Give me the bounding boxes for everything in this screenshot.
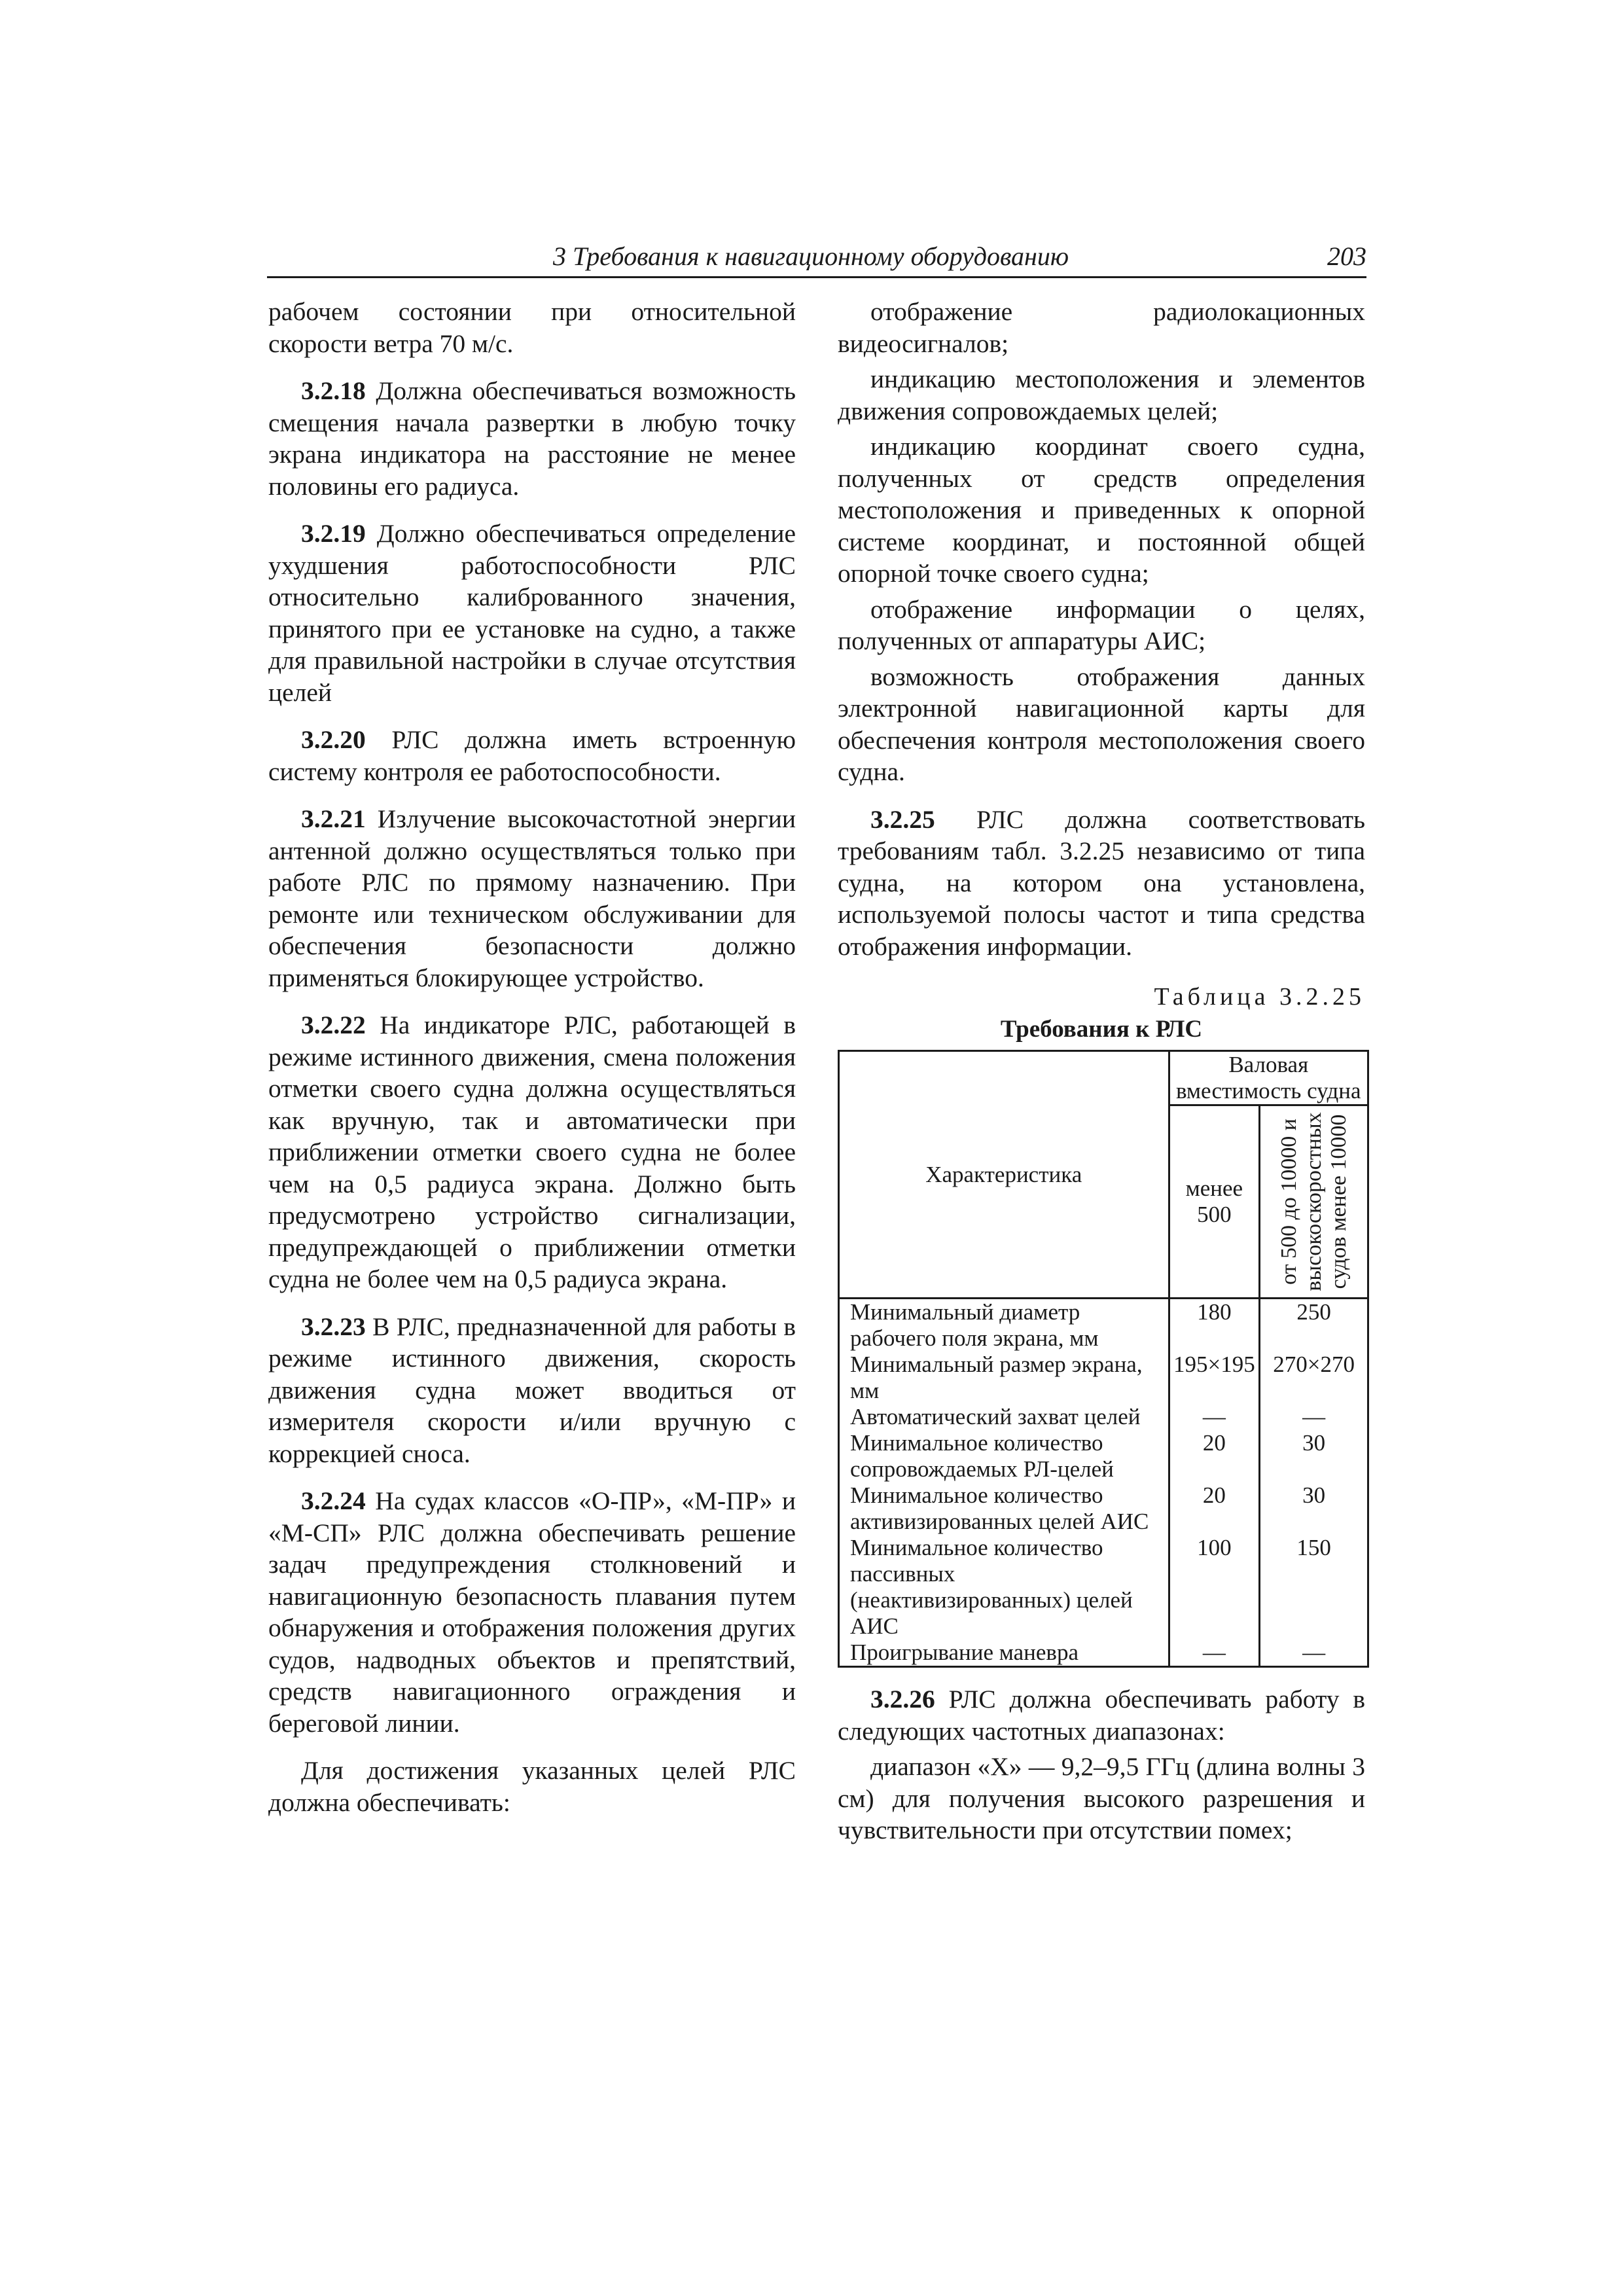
clause-text: На индикаторе РЛС, работающей в режиме истинного движения, смена положения отметки своего судна должна осуществляться как вручную, так и автоматически при приближении отметки своего судна не более чем на 0,5 радиуса экрана. Должно быть предусмотрено устройство сигнализации, предупреждающей о приближении отметки судна не более чем на 0,5 радиуса экрана. xyxy=(268,1011,796,1293)
clause-text: РЛС должна соответствовать требованиям табл. 3.2.25 независимо от типа судна, на котором она установлена, используемой полосы частот и типа средства отображения информации. xyxy=(838,804,1365,961)
clause-number: 3.2.23 xyxy=(301,1312,366,1341)
list-item: отображение радиолокационных видеосигналов; xyxy=(838,297,1365,358)
clause-text: РЛС должна иметь встроенную систему контроля ее работоспособности. xyxy=(268,725,796,786)
paragraph-3-2-26 xyxy=(838,1683,1365,1747)
running-header xyxy=(267,238,1366,278)
paragraph-3-2-21 xyxy=(268,803,796,994)
clause-text: Должна обеспечиваться возможность смещения начала развертки в любую точку экрана индикатора на расстояние не менее половины его радиуса. xyxy=(268,376,796,501)
list-item: индикацию местоположения и элементов движения сопровождаемых целей; xyxy=(838,365,1365,425)
header-500-10000 xyxy=(1260,1105,1368,1299)
cell-less-500: 20 xyxy=(1169,1430,1260,1482)
paragraph-3-2-25 xyxy=(838,804,1365,963)
list-item: индикацию координат своего судна, полученных от средств определения местоположения и приведенных к опорной системе координат, и постоянной общей опорной точке своего судна; xyxy=(838,432,1365,588)
paragraph-x-band: диапазон «X» — 9,2–9,5 ГГц (длина волны 3 см) для получения высокого разрешения и чувствительности при отсутствии помех; xyxy=(838,1752,1365,1844)
cell-less-500: — xyxy=(1169,1404,1260,1430)
clause-number: 3.2.18 xyxy=(301,376,366,405)
clause-number: 3.2.26 xyxy=(870,1685,935,1713)
table-row xyxy=(839,1404,1368,1430)
clause-text: В РЛС, предназначенной для работы в режиме истинного движения, скорость движения судна может вводиться от измерителя скорости и/или вручную с коррекцией сноса. xyxy=(268,1312,796,1468)
cell-characteristic: Минимальное количество пассивных (неактивизированных) целей АИС xyxy=(839,1535,1169,1640)
requirements-table xyxy=(838,1050,1369,1668)
header-characteristic: Характеристика xyxy=(839,1051,1169,1299)
cell-less-500: 195×195 xyxy=(1169,1352,1260,1404)
paragraph-3-2-19 xyxy=(268,518,796,708)
cell-characteristic: Минимальный диаметр рабочего поля экрана, мм xyxy=(839,1299,1169,1352)
cell-characteristic: Минимальный размер экрана, мм xyxy=(839,1352,1169,1404)
table-row xyxy=(839,1352,1368,1404)
cell-500-10000: — xyxy=(1260,1404,1368,1430)
page-number: 203 xyxy=(1327,242,1366,271)
cell-500-10000: 30 xyxy=(1260,1482,1368,1535)
table-label: Таблица 3.2.25 xyxy=(1154,983,1365,1011)
table-row xyxy=(839,1299,1368,1352)
header-gross-tonnage: Валовая вместимость судна xyxy=(1169,1051,1368,1105)
table-row xyxy=(839,1535,1368,1640)
running-title: 3 Требования к навигационному оборудованию xyxy=(553,242,1069,271)
cell-500-10000: 270×270 xyxy=(1260,1352,1368,1404)
cell-characteristic: Минимальное количество активизированных целей АИС xyxy=(839,1482,1169,1535)
clause-number: 3.2.20 xyxy=(301,725,366,754)
clause-text: На судах классов «О-ПР», «М-ПР» и «М-СП» РЛС должна обеспечивать решение задач предупреждения столкновений и навигационную безопасность плавания путем обнаружения и отображения положения других судов, надводных объектов и препятствий, средств навигационного ограждения и береговой линии. xyxy=(268,1486,796,1738)
table-row xyxy=(839,1640,1368,1667)
left-column xyxy=(268,296,796,1818)
clause-number: 3.2.21 xyxy=(301,804,366,833)
paragraph-3-2-22 xyxy=(268,1009,796,1295)
paragraph-3-2-23 xyxy=(268,1311,796,1470)
cell-characteristic: Проигрывание маневра xyxy=(839,1640,1169,1667)
cell-500-10000: 150 xyxy=(1260,1535,1368,1640)
header-500-10000-text: от 500 до 10000 и высокоскоростных судов менее 10000 xyxy=(1276,1112,1351,1291)
clause-text: Излучение высокочастотной энергии антенной должно осуществляться только при работе РЛС по прямому назначению. При ремонте или техническом обслуживании для обеспечения безопасности должно применяться блокирующее устройство. xyxy=(268,804,796,992)
clause-number: 3.2.19 xyxy=(301,519,366,548)
clause-number: 3.2.24 xyxy=(301,1486,366,1515)
table-title: Требования к РЛС xyxy=(1000,1016,1203,1043)
clause-text: Должно обеспечиваться определение ухудшения работоспособности РЛС относительно калиброванного значения, принятого при ее установке на судно, а также для правильной настройки в случае отсутствия целей xyxy=(268,519,796,707)
paragraph-3-2-18 xyxy=(268,375,796,502)
paragraph-goals-intro: Для достижения указанных целей РЛС должна обеспечивать: xyxy=(268,1756,796,1817)
cell-500-10000: — xyxy=(1260,1640,1368,1667)
right-column xyxy=(838,296,1365,1846)
header-less-500: менее 500 xyxy=(1169,1105,1260,1299)
cell-500-10000: 250 xyxy=(1260,1299,1368,1352)
cell-characteristic: Минимальное количество сопровождаемых РЛ-целей xyxy=(839,1430,1169,1482)
paragraph-3-2-24 xyxy=(268,1485,796,1739)
clause-number: 3.2.25 xyxy=(870,804,935,834)
cell-less-500: — xyxy=(1169,1640,1260,1667)
list-item: отображение информации о целях, полученных от аппаратуры АИС; xyxy=(838,594,1365,655)
clause-number: 3.2.22 xyxy=(301,1011,366,1039)
cell-less-500: 180 xyxy=(1169,1299,1260,1352)
table-row xyxy=(839,1430,1368,1482)
list-item: возможность отображения данных электронной навигационной карты для обеспечения контроля местоположения своего судна. xyxy=(838,662,1365,786)
cell-500-10000: 30 xyxy=(1260,1430,1368,1482)
cell-less-500: 20 xyxy=(1169,1482,1260,1535)
cell-characteristic: Автоматический захват целей xyxy=(839,1404,1169,1430)
clause-text: РЛС должна обеспечивать работу в следующих частотных диапазонах: xyxy=(838,1685,1365,1746)
table-row xyxy=(839,1482,1368,1535)
paragraph-continuation: рабочем состоянии при относительной скорости ветра 70 м/с. xyxy=(268,297,796,358)
paragraph-3-2-20 xyxy=(268,724,796,787)
cell-less-500: 100 xyxy=(1169,1535,1260,1640)
